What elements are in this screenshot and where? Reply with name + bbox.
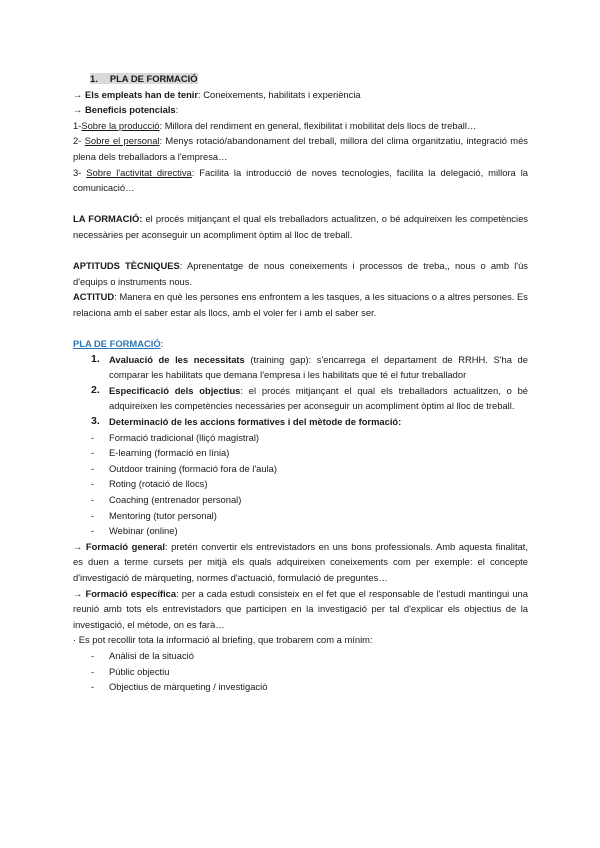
arrow-icon: → bbox=[73, 540, 83, 552]
benefit-item: 1-Sobre la producció: Millora del rendiment en general, flexibilitat i mobilitat dels llocs de treball… bbox=[73, 119, 477, 131]
plan-title: PLA DE FORMACIÓ: bbox=[73, 338, 164, 350]
actitud-definition: ACTITUD: Manera en què les persones ens enfrontem a les tasques, a les situacions o a altres persones. Es relaciona amb el saber estar als llocs, amb el voler fer i amb el saber ser. bbox=[73, 291, 528, 318]
list-item: - E-learning (formació en línia) bbox=[73, 445, 528, 461]
benefit-item: 3- Sobre l'activitat directiva: Facilita la introducció de noves tecnologies, facilita la delegació, millora la comunicació… bbox=[73, 166, 528, 194]
list-item: - Públic objectiu bbox=[73, 664, 528, 680]
document-page bbox=[73, 71, 528, 695]
employees-text: : Coneixements, habilitats i experiència bbox=[198, 88, 361, 100]
formacio-definition: LA FORMACIÓ: el procés mitjançant el qual els treballadors actualitzen, o bé adquireixen les competències necessàries per aconseguir un acompliment òptim al lloc de treball. bbox=[73, 213, 528, 240]
section-heading bbox=[73, 71, 528, 87]
actitud-label: ACTITUD bbox=[73, 291, 115, 303]
specific-training: → Formació específica: per a cada estudi consisteix en el fet que el responsable de l'estudi mantingui una reunió amb tots els entrevistadors que participen en la investigació per tal d'explicar els objectius de la investigació, el mètode, on es farà… bbox=[73, 587, 528, 630]
list-item: 3. Determinació de les accions formatives i del mètode de formació: bbox=[91, 415, 402, 428]
list-item: - Roting (rotació de llocs) bbox=[73, 476, 528, 492]
employees-line bbox=[73, 87, 528, 103]
list-item: - Formació tradicional (lliçó magistral) bbox=[73, 430, 528, 446]
list-item: - Webinar (online) bbox=[73, 523, 528, 539]
briefing-list bbox=[73, 648, 528, 695]
list-item: - Mentoring (tutor personal) bbox=[73, 508, 528, 524]
arrow-icon: → bbox=[73, 104, 83, 116]
benefit-label: Sobre l'activitat directiva bbox=[86, 166, 192, 178]
benefit-label: Sobre el personal bbox=[84, 135, 160, 147]
list-item: - Objectius de màrqueting / investigació bbox=[73, 679, 528, 695]
methods-list bbox=[73, 430, 528, 539]
list-item: 2. Especificació dels objectius: el procés mitjançant el qual els treballadors actualitzen, o bé adquireixen les competències necessàries per aconseguir un acompliment òptim al lloc de treball. bbox=[91, 383, 528, 412]
benefits-label: Beneficis potencials bbox=[84, 104, 176, 116]
heading-text: PLA DE FORMACIÓ bbox=[109, 73, 198, 84]
specific-label: Formació específica bbox=[85, 587, 177, 599]
benefit-item: 2- Sobre el personal: Menys rotació/abandonament del treball, millora del clima organitzatiu, integració més plena dels treballadors a l'empresa… bbox=[73, 135, 528, 162]
plan-title-link[interactable]: PLA DE FORMACIÓ bbox=[73, 338, 161, 350]
general-training: → Formació general: pretén convertir els entrevistadors en uns bons professionals. Amb aquesta finalitat, es duen a terme cursets per mitjà els quals adquireixen coneixements com per exemple: el concepte d'investigació de màrqueting, normes d'actuació, formulació de preguntes… bbox=[73, 540, 528, 583]
arrow-icon: → bbox=[73, 88, 83, 100]
briefing-line: · Es pot recollir tota la informació al briefing, que trobarem com a mínim: bbox=[73, 634, 373, 646]
employees-label: Els empleats han de tenir bbox=[84, 88, 199, 100]
plan-steps bbox=[73, 352, 528, 430]
benefit-label: Sobre la producció bbox=[81, 119, 160, 131]
general-label: Formació general bbox=[85, 540, 165, 552]
heading-number: 1. bbox=[90, 73, 98, 84]
arrow-icon: → bbox=[73, 587, 83, 599]
aptituds-definition: APTITUDS TÈCNIQUES: Aprenentatge de nous coneixements i processos de treba,, nous o amb l'ús d'equips o instruments nous. bbox=[73, 260, 528, 287]
benefits-line: → Beneficis potencials: bbox=[73, 104, 179, 116]
aptituds-label: APTITUDS TÈCNIQUES bbox=[73, 260, 180, 272]
list-item: 1. Avaluació de les necessitats (training gap): s'encarrega el departament de RRHH. S'ha de comparar les habilitats que demana l'empresa i les habilitats que té el futur treballador bbox=[91, 352, 528, 381]
list-item: - Coaching (entrenador personal) bbox=[73, 492, 528, 508]
list-item: - Anàlisi de la situació bbox=[73, 648, 528, 664]
formacio-label: LA FORMACIÓ: bbox=[73, 213, 143, 225]
list-item: - Outdoor training (formació fora de l'aula) bbox=[73, 461, 528, 477]
